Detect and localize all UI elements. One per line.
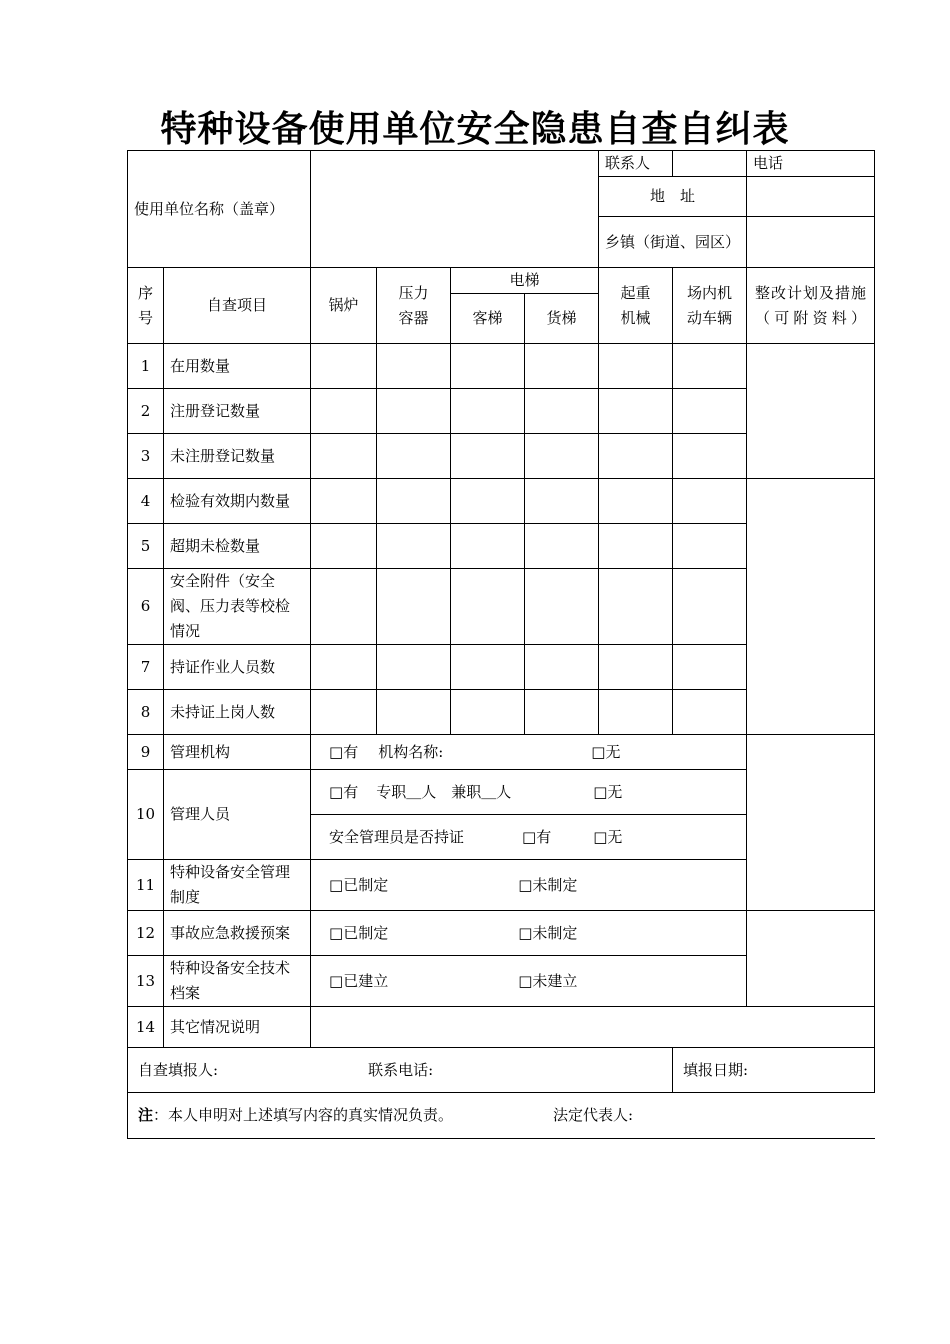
row-13-item: 特种设备安全技术档案: [164, 956, 311, 1007]
legal-rep-label: 法定代表人:: [553, 1106, 634, 1124]
row-10-item: 管理人员: [164, 770, 311, 860]
inspection-form-table: [127, 150, 875, 1139]
row-3-boiler[interactable]: [311, 434, 377, 479]
row-5-crane[interactable]: [599, 524, 673, 569]
row-4-passenger[interactable]: [451, 479, 525, 524]
row-6-item: 安全附件（安全阀、压力表等校检情况: [164, 569, 311, 645]
row-11-no: 11: [128, 860, 164, 911]
row-6-no: 6: [128, 569, 164, 645]
row-1-item: 在用数量: [164, 344, 311, 389]
address-label: 地 址: [599, 177, 747, 217]
report-date-label: 填报日期:: [683, 1060, 749, 1079]
town-label: 乡镇（街道、园区）: [599, 217, 747, 268]
address-field[interactable]: [747, 177, 875, 217]
row-2-crane[interactable]: [599, 389, 673, 434]
row-4-item: 检验有效期内数量: [164, 479, 311, 524]
col-crane: 起重机械: [599, 268, 673, 344]
row-14-field[interactable]: [311, 1007, 875, 1048]
row-4-vehicle[interactable]: [673, 479, 747, 524]
footer-date-cell: [673, 1048, 875, 1093]
row-11-item: 特种设备安全管理制度: [164, 860, 311, 911]
phone-label: 电话: [747, 151, 875, 177]
col-boiler: 锅炉: [311, 268, 377, 344]
row-6-vehicle[interactable]: [673, 569, 747, 645]
row-13-options: [311, 956, 747, 1007]
plan-made-checkbox[interactable]: □已制定: [329, 923, 389, 942]
page-title: 特种设备使用单位安全隐患自查自纠表: [160, 108, 790, 150]
row-8-passenger[interactable]: [451, 690, 525, 735]
town-field[interactable]: [747, 217, 875, 268]
row-7-crane[interactable]: [599, 645, 673, 690]
row-5-freight[interactable]: [525, 524, 599, 569]
row-2-vehicle[interactable]: [673, 389, 747, 434]
plan-cell-4-8[interactable]: [747, 479, 875, 735]
row-5-boiler[interactable]: [311, 524, 377, 569]
unit-name-label: 使用单位名称（盖章）: [128, 151, 311, 268]
row-1-vehicle[interactable]: [673, 344, 747, 389]
col-vehicle: 场内机动车辆: [673, 268, 747, 344]
row-8-freight[interactable]: [525, 690, 599, 735]
row-2-no: 2: [128, 389, 164, 434]
row-13-no: 13: [128, 956, 164, 1007]
row-8-item: 未持证上岗人数: [164, 690, 311, 735]
row-7-no: 7: [128, 645, 164, 690]
row-7-pressure[interactable]: [377, 645, 451, 690]
row-1-freight[interactable]: [525, 344, 599, 389]
row-6-boiler[interactable]: [311, 569, 377, 645]
org-no-checkbox[interactable]: □无: [591, 742, 621, 761]
row-14-no: 14: [128, 1007, 164, 1048]
row-4-crane[interactable]: [599, 479, 673, 524]
row-4-boiler[interactable]: [311, 479, 377, 524]
row-1-boiler[interactable]: [311, 344, 377, 389]
policy-not-made-checkbox[interactable]: □未制定: [518, 875, 578, 894]
col-item: 自查项目: [164, 268, 311, 344]
row-6-passenger[interactable]: [451, 569, 525, 645]
row-8-boiler[interactable]: [311, 690, 377, 735]
row-5-item: 超期未检数量: [164, 524, 311, 569]
col-freight: 货梯: [525, 294, 599, 344]
row-2-boiler[interactable]: [311, 389, 377, 434]
note-label: 注: [138, 1106, 154, 1124]
certified-yes-checkbox[interactable]: □有: [522, 827, 552, 846]
row-1-passenger[interactable]: [451, 344, 525, 389]
row-3-passenger[interactable]: [451, 434, 525, 479]
plan-cell-1-3[interactable]: [747, 344, 875, 479]
row-2-passenger[interactable]: [451, 389, 525, 434]
row-7-vehicle[interactable]: [673, 645, 747, 690]
row-4-pressure[interactable]: [377, 479, 451, 524]
row-8-pressure[interactable]: [377, 690, 451, 735]
row-8-crane[interactable]: [599, 690, 673, 735]
row-9-options: [311, 735, 747, 770]
reporter-label: 自查填报人:: [138, 1060, 219, 1079]
row-14-item: 其它情况说明: [164, 1007, 311, 1048]
row-7-passenger[interactable]: [451, 645, 525, 690]
row-2-freight[interactable]: [525, 389, 599, 434]
archive-not-built-checkbox[interactable]: □未建立: [518, 971, 578, 990]
contact-phone-label: 联系电话:: [368, 1060, 434, 1079]
plan-not-made-checkbox[interactable]: □未制定: [518, 923, 578, 942]
row-12-options: [311, 911, 747, 956]
row-7-boiler[interactable]: [311, 645, 377, 690]
row-10-line2: [311, 815, 747, 860]
row-5-vehicle[interactable]: [673, 524, 747, 569]
row-7-freight[interactable]: [525, 645, 599, 690]
col-elevator: 电梯: [451, 268, 599, 294]
unit-name-field[interactable]: [311, 151, 599, 268]
contact-label: 联系人: [599, 151, 673, 177]
row-3-crane[interactable]: [599, 434, 673, 479]
row-10-line1: [311, 770, 747, 815]
row-6-crane[interactable]: [599, 569, 673, 645]
row-3-freight[interactable]: [525, 434, 599, 479]
col-pressure-vessel: 压力容器: [377, 268, 451, 344]
row-3-pressure[interactable]: [377, 434, 451, 479]
staff-no-checkbox[interactable]: □无: [593, 782, 623, 801]
row-7-item: 持证作业人员数: [164, 645, 311, 690]
col-plan: 整改计划及措施（可附资料）: [747, 268, 875, 344]
row-3-vehicle[interactable]: [673, 434, 747, 479]
row-2-pressure[interactable]: [377, 389, 451, 434]
policy-made-checkbox[interactable]: □已制定: [329, 875, 389, 894]
row-12-no: 12: [128, 911, 164, 956]
org-name-label: 机构名称:: [378, 742, 444, 761]
row-3-no: 3: [128, 434, 164, 479]
row-8-no: 8: [128, 690, 164, 735]
row-12-item: 事故应急救援预案: [164, 911, 311, 956]
row-1-pressure[interactable]: [377, 344, 451, 389]
contact-field[interactable]: [673, 151, 747, 177]
plan-cell-9-10[interactable]: [747, 735, 875, 911]
row-8-vehicle[interactable]: [673, 690, 747, 735]
col-passenger: 客梯: [451, 294, 525, 344]
staff-yes-checkbox[interactable]: □有: [329, 782, 359, 801]
certified-no-checkbox[interactable]: □无: [593, 827, 623, 846]
row-4-no: 4: [128, 479, 164, 524]
org-yes-checkbox[interactable]: □有: [329, 742, 359, 761]
row-3-item: 未注册登记数量: [164, 434, 311, 479]
row-2-item: 注册登记数量: [164, 389, 311, 434]
col-seq: 序号: [128, 268, 164, 344]
row-10-no: 10: [128, 770, 164, 860]
note-text: ：本人申明对上述填写内容的真实情况负责。: [153, 1106, 454, 1124]
row-1-crane[interactable]: [599, 344, 673, 389]
row-5-no: 5: [128, 524, 164, 569]
row-5-pressure[interactable]: [377, 524, 451, 569]
row-4-freight[interactable]: [525, 479, 599, 524]
row-9-no: 9: [128, 735, 164, 770]
certified-label: 安全管理员是否持证: [329, 827, 465, 846]
archive-built-checkbox[interactable]: □已建立: [329, 971, 389, 990]
row-5-passenger[interactable]: [451, 524, 525, 569]
row-11-options: [311, 860, 747, 911]
row-6-freight[interactable]: [525, 569, 599, 645]
footer-note-cell: [128, 1093, 875, 1139]
row-1-no: 1: [128, 344, 164, 389]
row-9-item: 管理机构: [164, 735, 311, 770]
staff-count-text: 专职＿人 兼职＿人: [376, 782, 512, 801]
footer-reporter-cell: [128, 1048, 673, 1093]
row-6-pressure[interactable]: [377, 569, 451, 645]
